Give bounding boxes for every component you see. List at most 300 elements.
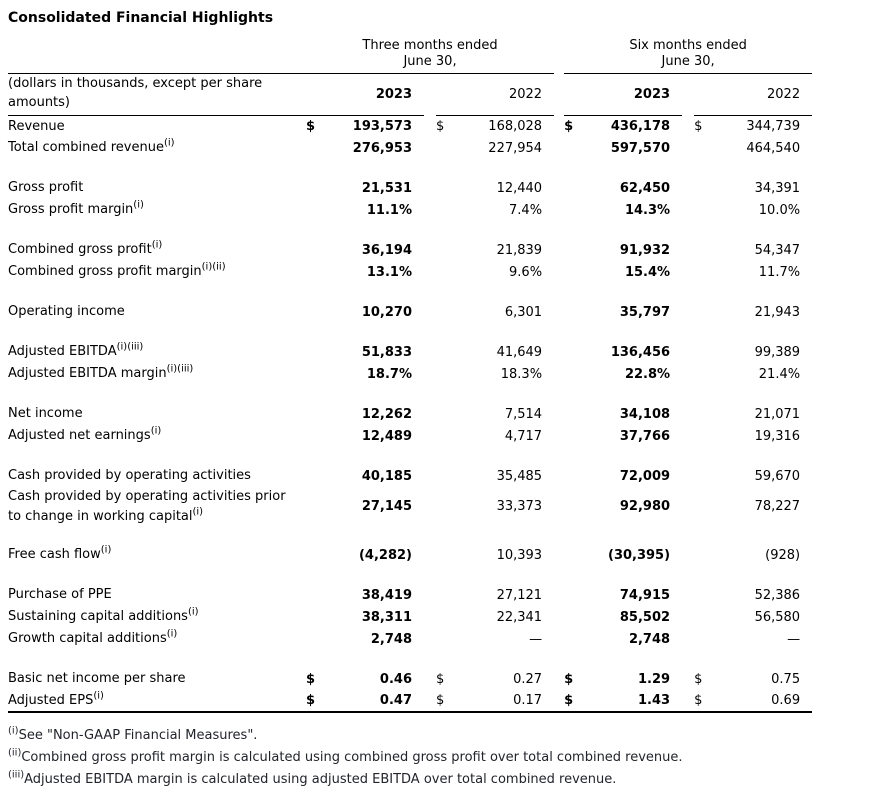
currency-symbol bbox=[306, 199, 332, 221]
cell-value: 34,391 bbox=[754, 180, 801, 196]
row-label-text: Purchase of PPE bbox=[8, 587, 112, 603]
table-row bbox=[8, 628, 812, 650]
currency-symbol bbox=[694, 606, 720, 628]
footnote-marker: (i)(iii) bbox=[116, 341, 144, 353]
cell-value: 99,389 bbox=[754, 344, 801, 360]
footnote-marker: (ii) bbox=[8, 747, 22, 759]
cell-value: 37,766 bbox=[619, 428, 671, 444]
cell-value: 18.3% bbox=[500, 366, 543, 382]
period-header-six-months bbox=[564, 38, 812, 73]
column-gap bbox=[682, 363, 694, 385]
currency-symbol bbox=[694, 425, 720, 447]
currency-symbol: $ bbox=[436, 690, 462, 712]
footnote-marker: (iii) bbox=[8, 769, 25, 781]
row-label bbox=[8, 301, 306, 323]
currency-symbol bbox=[436, 584, 462, 606]
spacer-row bbox=[8, 650, 812, 668]
column-gap bbox=[424, 239, 436, 261]
table-row bbox=[8, 465, 812, 487]
row-label-text: Combined gross profit margin bbox=[8, 264, 202, 280]
spacer-row bbox=[8, 159, 812, 177]
row-label-text: Revenue bbox=[8, 118, 65, 134]
column-gap bbox=[424, 668, 436, 690]
footnote-marker: (i) bbox=[163, 137, 175, 149]
column-gap bbox=[554, 73, 564, 115]
period-label-line: June 30, bbox=[661, 54, 715, 70]
cell-value: 1.43 bbox=[590, 690, 682, 712]
currency-symbol: $ bbox=[436, 671, 445, 687]
currency-symbol bbox=[694, 199, 720, 221]
table-row bbox=[8, 137, 812, 159]
column-gap bbox=[554, 628, 564, 650]
column-gap bbox=[682, 544, 694, 566]
table-row bbox=[8, 425, 812, 447]
row-label-text: Free cash flow bbox=[8, 547, 101, 563]
spacer-cell bbox=[8, 221, 812, 239]
column-gap bbox=[682, 465, 694, 487]
currency-symbol bbox=[436, 487, 462, 526]
cell-value: 344,739 bbox=[746, 118, 801, 134]
column-gap bbox=[554, 403, 564, 425]
currency-symbol bbox=[564, 425, 590, 447]
financial-highlights-table bbox=[8, 38, 812, 713]
column-gap bbox=[424, 690, 436, 712]
column-gap bbox=[424, 465, 436, 487]
cell-value: 4,717 bbox=[504, 428, 543, 444]
column-gap bbox=[682, 115, 694, 137]
column-gap bbox=[424, 115, 436, 137]
period-label-line: Six months ended bbox=[629, 38, 747, 53]
row-label-text: Operating income bbox=[8, 304, 125, 320]
cell-value: 22,341 bbox=[496, 609, 543, 625]
spacer-cell bbox=[8, 283, 812, 301]
currency-symbol bbox=[564, 544, 590, 566]
year-header-2023: 2023 bbox=[306, 73, 424, 115]
column-gap bbox=[554, 137, 564, 159]
currency-symbol bbox=[306, 487, 332, 526]
currency-symbol: $ bbox=[564, 690, 590, 712]
cell-value: 74,915 bbox=[619, 587, 671, 603]
cell-value: 10,393 bbox=[496, 547, 543, 563]
column-gap bbox=[554, 177, 564, 199]
table-row bbox=[8, 403, 812, 425]
currency-symbol bbox=[564, 239, 590, 261]
year-header-2023: 2023 bbox=[564, 73, 682, 115]
currency-symbol bbox=[306, 544, 332, 566]
footnote bbox=[8, 747, 861, 769]
row-label bbox=[8, 115, 306, 137]
cell-value: 21,839 bbox=[496, 242, 543, 258]
column-gap bbox=[682, 628, 694, 650]
column-gap bbox=[424, 606, 436, 628]
row-label-text: Adjusted net earnings bbox=[8, 428, 151, 444]
currency-symbol bbox=[436, 261, 462, 283]
cell-value: 436,178 bbox=[610, 118, 671, 134]
table-row bbox=[8, 115, 812, 137]
spacer-row bbox=[8, 385, 812, 403]
footnote-marker: (i) bbox=[151, 239, 163, 251]
column-gap bbox=[682, 584, 694, 606]
currency-symbol bbox=[694, 301, 720, 323]
currency-symbol bbox=[306, 301, 332, 323]
footnote-marker: (i)(ii) bbox=[201, 261, 226, 273]
column-gap bbox=[682, 137, 694, 159]
cell-value: 168,028 bbox=[488, 118, 543, 134]
column-gap bbox=[554, 544, 564, 566]
column-gap bbox=[424, 199, 436, 221]
table-body bbox=[8, 115, 812, 712]
row-label-text: Cash provided by operating activities prior to change in working capital bbox=[8, 489, 286, 524]
cell-value: 54,347 bbox=[754, 242, 801, 258]
currency-symbol bbox=[436, 137, 462, 159]
currency-symbol bbox=[694, 137, 720, 159]
currency-symbol bbox=[694, 544, 720, 566]
cell-value: 12,440 bbox=[496, 180, 543, 196]
currency-symbol bbox=[306, 584, 332, 606]
row-label bbox=[8, 606, 306, 628]
column-gap bbox=[682, 177, 694, 199]
currency-symbol bbox=[694, 341, 720, 363]
footnote-marker: (i) bbox=[133, 199, 144, 211]
column-gap bbox=[424, 584, 436, 606]
column-gap bbox=[424, 73, 436, 115]
spacer-row bbox=[8, 323, 812, 341]
footnote-text: Adjusted EBITDA margin is calculated using adjusted EBITDA over total combined revenue. bbox=[24, 772, 617, 787]
cell-value: 0.46 bbox=[379, 671, 412, 687]
row-label bbox=[8, 261, 306, 283]
cell-value: 35,485 bbox=[496, 468, 543, 484]
cell-value: — bbox=[787, 631, 801, 647]
cell-value: 1.29 bbox=[637, 671, 671, 687]
currency-symbol bbox=[694, 261, 720, 283]
row-label bbox=[8, 425, 306, 447]
cell-value: 27,145 bbox=[361, 499, 412, 514]
cell-value: 464,540 bbox=[746, 140, 801, 156]
row-label bbox=[8, 239, 306, 261]
cell-value: 11.7% bbox=[758, 264, 801, 280]
table-row bbox=[8, 199, 812, 221]
footnote-marker: (i) bbox=[150, 425, 162, 437]
cell-value: 12,262 bbox=[361, 406, 412, 422]
currency-symbol: $ bbox=[694, 118, 703, 134]
currency-symbol bbox=[564, 487, 590, 526]
cell-value: 0.27 bbox=[513, 671, 543, 687]
currency-symbol: $ bbox=[564, 118, 574, 134]
column-gap bbox=[554, 487, 564, 526]
spacer-row bbox=[8, 221, 812, 239]
currency-symbol bbox=[436, 606, 462, 628]
cell-value: 41,649 bbox=[496, 344, 543, 360]
spacer-cell bbox=[8, 447, 812, 465]
table-row bbox=[8, 487, 812, 526]
currency-symbol bbox=[564, 137, 590, 159]
column-gap bbox=[554, 465, 564, 487]
spacer-row bbox=[8, 566, 812, 584]
cell-value: 7.4% bbox=[509, 202, 543, 218]
currency-symbol: $ bbox=[436, 118, 445, 134]
cell-value: 33,373 bbox=[496, 499, 543, 514]
cell-value: 2,748 bbox=[370, 631, 412, 647]
cell-value: 0.69 bbox=[720, 690, 812, 712]
cell-value: (928) bbox=[765, 547, 801, 563]
cell-value: 2,748 bbox=[628, 631, 671, 647]
currency-symbol bbox=[306, 425, 332, 447]
cell-value: 21,531 bbox=[361, 180, 412, 196]
cell-value: (4,282) bbox=[358, 547, 412, 563]
page-title: Consolidated Financial Highlights bbox=[8, 10, 274, 26]
row-label-text: Sustaining capital additions bbox=[8, 609, 188, 625]
cell-value: 52,386 bbox=[754, 587, 801, 603]
currency-symbol bbox=[306, 261, 332, 283]
currency-symbol bbox=[564, 261, 590, 283]
row-label bbox=[8, 199, 306, 221]
cell-value: 21,071 bbox=[754, 406, 801, 422]
footnote-marker: (i) bbox=[8, 725, 19, 737]
currency-symbol: $ bbox=[306, 690, 332, 712]
row-label-text: Adjusted EBITDA margin bbox=[8, 366, 167, 382]
column-gap bbox=[424, 261, 436, 283]
cell-value: 136,456 bbox=[610, 344, 671, 360]
column-gap bbox=[554, 425, 564, 447]
cell-value: 51,833 bbox=[361, 344, 412, 360]
cell-value: 85,502 bbox=[619, 609, 671, 625]
column-gap bbox=[682, 73, 694, 115]
column-gap bbox=[424, 137, 436, 159]
currency-symbol bbox=[564, 628, 590, 650]
currency-symbol bbox=[436, 341, 462, 363]
currency-symbol bbox=[436, 199, 462, 221]
spacer-cell bbox=[8, 323, 812, 341]
currency-symbol bbox=[436, 544, 462, 566]
footnote-marker: (i) bbox=[187, 606, 199, 618]
table-row bbox=[8, 363, 812, 385]
cell-value: 38,419 bbox=[361, 587, 412, 603]
currency-symbol bbox=[564, 177, 590, 199]
cell-value: 12,489 bbox=[361, 428, 412, 444]
period-header-three-months bbox=[306, 38, 554, 73]
period-label-line: June 30, bbox=[403, 54, 457, 70]
footnote-marker: (i)(iii) bbox=[166, 363, 194, 375]
cell-value: 9.6% bbox=[509, 264, 543, 280]
currency-symbol bbox=[306, 239, 332, 261]
column-gap bbox=[554, 38, 564, 73]
cell-value: 0.75 bbox=[771, 671, 801, 687]
period-header-row bbox=[8, 38, 812, 73]
column-gap bbox=[682, 301, 694, 323]
row-label bbox=[8, 363, 306, 385]
currency-symbol bbox=[436, 363, 462, 385]
currency-symbol bbox=[306, 628, 332, 650]
cell-value: 227,954 bbox=[488, 140, 543, 156]
cell-value: (30,395) bbox=[608, 547, 671, 563]
table-row bbox=[8, 668, 812, 690]
currency-symbol bbox=[306, 137, 332, 159]
spacer-row bbox=[8, 526, 812, 544]
currency-symbol: $ bbox=[564, 671, 574, 687]
currency-symbol bbox=[436, 465, 462, 487]
footnotes bbox=[8, 725, 861, 791]
column-gap bbox=[424, 363, 436, 385]
currency-symbol bbox=[694, 363, 720, 385]
table-row bbox=[8, 690, 812, 712]
currency-symbol: $ bbox=[306, 671, 316, 687]
column-gap bbox=[424, 628, 436, 650]
cell-value: 34,108 bbox=[619, 406, 671, 422]
footnote-marker: (i) bbox=[192, 506, 204, 518]
column-gap bbox=[554, 199, 564, 221]
currency-symbol bbox=[694, 239, 720, 261]
footnote-text: See "Non-GAAP Financial Measures". bbox=[18, 728, 258, 743]
cell-value: 18.7% bbox=[366, 366, 412, 382]
currency-symbol bbox=[564, 341, 590, 363]
currency-symbol bbox=[436, 301, 462, 323]
cell-value: 38,311 bbox=[361, 609, 412, 625]
row-label-text: Gross profit margin bbox=[8, 202, 134, 218]
cell-value: 0.17 bbox=[462, 690, 554, 712]
column-gap bbox=[554, 606, 564, 628]
currency-symbol bbox=[436, 628, 462, 650]
footnote-marker: (i) bbox=[166, 628, 178, 640]
currency-symbol bbox=[694, 628, 720, 650]
currency-symbol bbox=[436, 239, 462, 261]
cell-value: 193,573 bbox=[352, 118, 412, 134]
currency-symbol bbox=[564, 606, 590, 628]
cell-value: 22.8% bbox=[624, 366, 671, 382]
currency-symbol: $ bbox=[694, 671, 703, 687]
row-label-text: Adjusted EBITDA bbox=[8, 344, 117, 360]
cell-value: — bbox=[529, 631, 543, 647]
row-label-text: Cash provided by operating activities bbox=[8, 468, 251, 484]
column-gap bbox=[424, 544, 436, 566]
cell-value: 276,953 bbox=[352, 140, 412, 156]
currency-symbol bbox=[694, 403, 720, 425]
currency-symbol bbox=[564, 363, 590, 385]
table-row bbox=[8, 544, 812, 566]
cell-value: 11.1% bbox=[366, 202, 412, 218]
column-gap bbox=[554, 690, 564, 712]
column-gap bbox=[682, 341, 694, 363]
row-label bbox=[8, 690, 306, 712]
column-gap bbox=[682, 261, 694, 283]
year-header-2022: 2022 bbox=[694, 73, 812, 115]
row-label bbox=[8, 137, 306, 159]
footnote-marker: (i) bbox=[100, 544, 112, 556]
year-header-row bbox=[8, 73, 812, 115]
table-row bbox=[8, 341, 812, 363]
cell-value: 10,270 bbox=[361, 304, 412, 320]
currency-symbol bbox=[306, 177, 332, 199]
row-label bbox=[8, 668, 306, 690]
column-gap bbox=[682, 690, 694, 712]
row-label bbox=[8, 544, 306, 566]
currency-symbol bbox=[436, 177, 462, 199]
cell-value: 36,194 bbox=[361, 242, 412, 258]
column-gap bbox=[682, 425, 694, 447]
currency-symbol bbox=[694, 487, 720, 526]
cell-value: 21.4% bbox=[758, 366, 801, 382]
units-note: (dollars in thousands, except per share amounts) bbox=[8, 73, 306, 115]
column-gap bbox=[682, 239, 694, 261]
cell-value: 14.3% bbox=[624, 202, 671, 218]
table-row bbox=[8, 301, 812, 323]
column-gap bbox=[682, 403, 694, 425]
cell-value: 59,670 bbox=[754, 468, 801, 484]
table-row bbox=[8, 584, 812, 606]
label-column-header-rule bbox=[8, 38, 306, 73]
spacer-cell bbox=[8, 566, 812, 584]
footnote-marker: (i) bbox=[93, 690, 104, 702]
row-label-text: Net income bbox=[8, 406, 83, 422]
column-gap bbox=[424, 487, 436, 526]
row-label-text: Growth capital additions bbox=[8, 631, 167, 647]
column-gap bbox=[424, 177, 436, 199]
spacer-cell bbox=[8, 385, 812, 403]
currency-symbol bbox=[564, 301, 590, 323]
column-gap bbox=[682, 487, 694, 526]
cell-value: 6,301 bbox=[504, 304, 543, 320]
column-gap bbox=[424, 301, 436, 323]
row-label-text: Combined gross profit bbox=[8, 242, 152, 258]
cell-value: 92,980 bbox=[619, 499, 671, 514]
column-gap bbox=[554, 584, 564, 606]
year-header-2022: 2022 bbox=[436, 73, 554, 115]
currency-symbol bbox=[436, 403, 462, 425]
column-gap bbox=[554, 301, 564, 323]
table-row bbox=[8, 239, 812, 261]
footnote bbox=[8, 769, 861, 791]
cell-value: 27,121 bbox=[496, 587, 543, 603]
column-gap bbox=[554, 363, 564, 385]
cell-value: 13.1% bbox=[366, 264, 412, 280]
footnote bbox=[8, 725, 861, 747]
column-gap bbox=[554, 239, 564, 261]
cell-value: 56,580 bbox=[754, 609, 801, 625]
cell-value: 40,185 bbox=[361, 468, 412, 484]
row-label bbox=[8, 341, 306, 363]
table-row bbox=[8, 606, 812, 628]
currency-symbol bbox=[306, 465, 332, 487]
currency-symbol: $ bbox=[694, 690, 720, 712]
column-gap bbox=[554, 261, 564, 283]
spacer-row bbox=[8, 283, 812, 301]
column-gap bbox=[424, 341, 436, 363]
table-row bbox=[8, 177, 812, 199]
row-label bbox=[8, 584, 306, 606]
cell-value: 19,316 bbox=[754, 428, 801, 444]
cell-value: 0.47 bbox=[332, 690, 424, 712]
period-label-line: Three months ended bbox=[362, 38, 498, 53]
column-gap bbox=[682, 199, 694, 221]
cell-value: 91,932 bbox=[619, 242, 671, 258]
currency-symbol bbox=[564, 403, 590, 425]
cell-value: 597,570 bbox=[610, 140, 671, 156]
currency-symbol bbox=[694, 584, 720, 606]
currency-symbol bbox=[564, 199, 590, 221]
cell-value: 72,009 bbox=[619, 468, 671, 484]
currency-symbol bbox=[306, 341, 332, 363]
cell-value: 10.0% bbox=[758, 202, 801, 218]
row-label bbox=[8, 628, 306, 650]
column-gap bbox=[554, 668, 564, 690]
currency-symbol: $ bbox=[306, 118, 316, 134]
row-label bbox=[8, 403, 306, 425]
spacer-row bbox=[8, 447, 812, 465]
row-label-text: Total combined revenue bbox=[8, 140, 164, 156]
currency-symbol bbox=[564, 465, 590, 487]
currency-symbol bbox=[306, 403, 332, 425]
currency-symbol bbox=[564, 584, 590, 606]
footnote-text: Combined gross profit margin is calculated using combined gross profit over total combined revenue. bbox=[21, 750, 683, 765]
